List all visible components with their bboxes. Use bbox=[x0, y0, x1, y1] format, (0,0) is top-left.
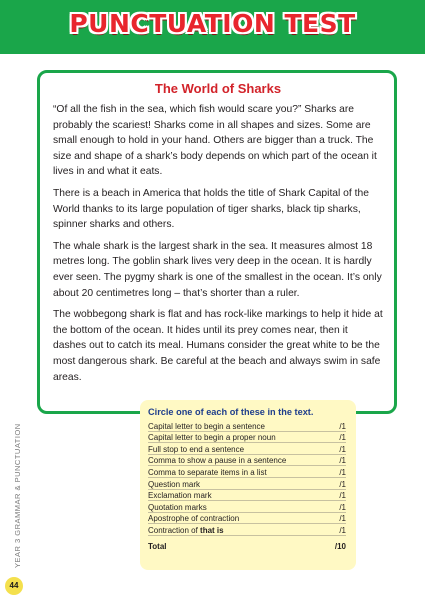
page-number-badge: 44 bbox=[5, 577, 23, 595]
checklist-item-mark: /1 bbox=[339, 479, 346, 489]
checklist-item-mark: /1 bbox=[339, 456, 346, 466]
page-title: PUNCTUATION TEST bbox=[69, 9, 356, 38]
checklist-item-label: Comma to show a pause in a sentence bbox=[148, 456, 287, 466]
checklist-row bbox=[148, 478, 346, 490]
checklist-row bbox=[148, 466, 346, 478]
checklist-item-label: Capital letter to begin a proper noun bbox=[148, 433, 276, 443]
punctuation-checklist bbox=[140, 400, 356, 570]
article-paragraph-4: The wobbegong shark is flat and has rock-like markings to help it hide at the bottom of the ocean. It hides until its prey comes near, then it dashes out to catch its meal. Humans consider the great white to be the most dangerous shark. Be careful at the beach and always swim in safe areas. bbox=[53, 309, 383, 383]
checklist-item-mark: /1 bbox=[339, 514, 346, 524]
article-title: The World of Sharks bbox=[154, 81, 282, 96]
checklist-item-mark: /1 bbox=[339, 444, 346, 454]
checklist-item-label bbox=[148, 526, 224, 535]
checklist-row bbox=[148, 420, 346, 432]
article-paragraph-2: There is a beach in America that holds the title of Shark Capital of the World thanks to its large population of tiger sharks, black tip sharks, spinner sharks and others. bbox=[53, 187, 369, 231]
article-box bbox=[37, 70, 397, 414]
checklist-item-label: Apostrophe of contraction bbox=[148, 514, 240, 524]
checklist-item-label: Full stop to end a sentence bbox=[148, 444, 245, 454]
checklist-item-label: Quotation marks bbox=[148, 502, 207, 512]
checklist-item-mark: /1 bbox=[339, 421, 346, 431]
checklist-item-mark: /1 bbox=[339, 467, 346, 477]
checklist-item-mark: /1 bbox=[339, 433, 346, 443]
total-mark: /10 bbox=[334, 541, 346, 551]
checklist-heading: Circle one of each of these in the text. bbox=[148, 407, 314, 417]
sidebar-book-label: YEAR 3 GRAMMAR & PUNCTUATION bbox=[13, 423, 22, 568]
checklist-row bbox=[148, 513, 346, 525]
checklist-item-label: Question mark bbox=[148, 479, 201, 489]
article-paragraph-1: “Of all the fish in the sea, which fish would scare you?” Sharks are probably the scariest! Sharks come in all shapes and sizes. Some are small enough to hold in your hand. Others are bigger than a truck. The size and shape of a shark’s body depends on which part of the ocean it lives in and what it eats. bbox=[53, 104, 377, 178]
contraction-prefix: Contraction of bbox=[148, 525, 201, 535]
contraction-word: that is bbox=[200, 525, 224, 535]
checklist-item-mark: /1 bbox=[339, 491, 346, 501]
total-label: Total bbox=[148, 541, 167, 551]
checklist-item-mark: /1 bbox=[339, 502, 346, 512]
checklist-item-mark: /1 bbox=[339, 525, 346, 535]
checklist-row-contraction bbox=[148, 524, 346, 536]
checklist-row bbox=[148, 455, 346, 467]
checklist-item-label: Exclamation mark bbox=[148, 491, 212, 501]
checklist-item-label: Comma to separate items in a list bbox=[148, 467, 267, 477]
checklist-row bbox=[148, 501, 346, 513]
article-paragraph-3: The whale shark is the largest shark in the sea. It measures almost 18 metres long. The goblin shark lives very deep in the ocean. It is hardly ever seen. The pygmy shark is one of the smallest in the ocean. It’s only about 20 centimetres long – that’s shorter than a ruler. bbox=[53, 240, 382, 299]
checklist-total-row bbox=[148, 539, 346, 551]
checklist-row bbox=[148, 490, 346, 502]
checklist-item-label: Capital letter to begin a sentence bbox=[148, 421, 265, 431]
checklist-row bbox=[148, 443, 346, 455]
checklist-row bbox=[148, 432, 346, 444]
